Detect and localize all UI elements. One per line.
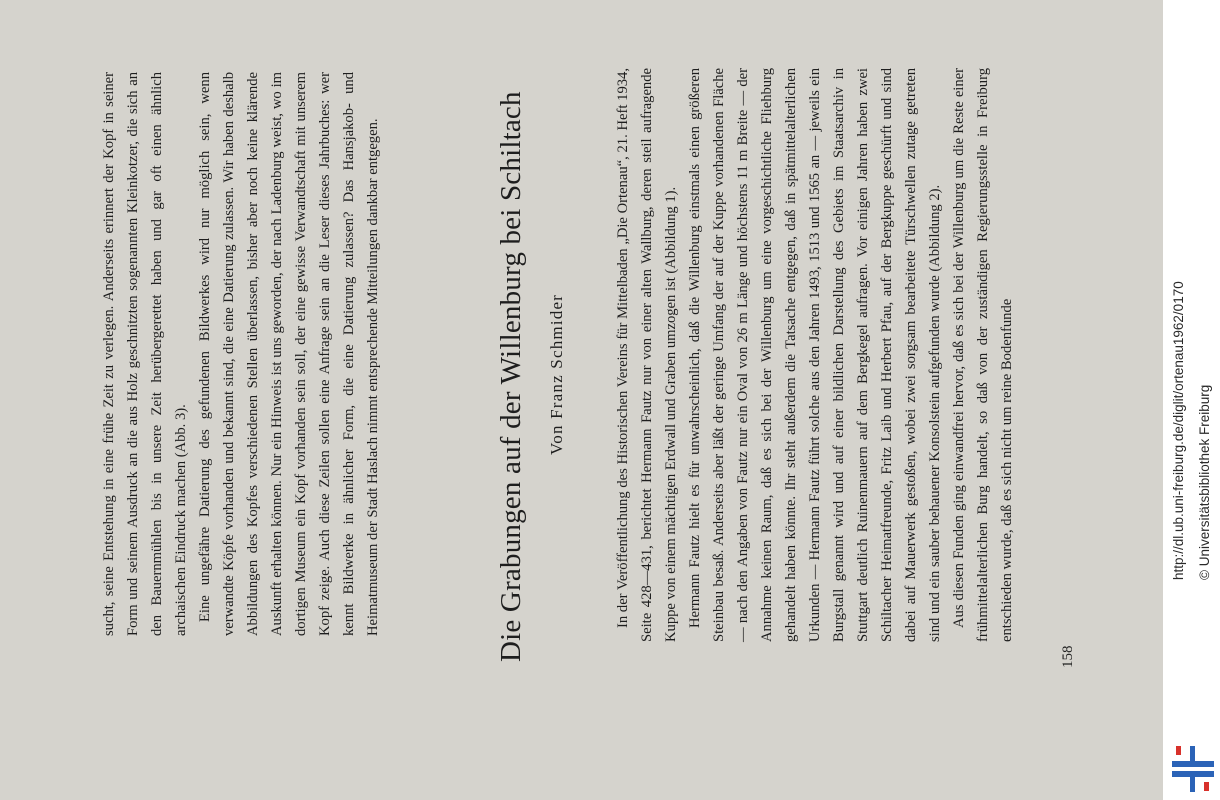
article-title: Die Grabungen auf der Willenburg bei Schiltach [495, 91, 527, 662]
ub-freiburg-logo-icon [1170, 744, 1216, 794]
continued-paragraph-2: Eine ungefähre Datierung des gefundenen Bildwerkes wird nur möglich sein, wenn verwandte Köpfe vorhanden und bekannt sind, die eine Datierung zulassen. Wir haben deshalb Abbildungen des Kopfes verschiedenen Stellen überlassen, bisher aber noch keine klärende Auskunft erhalten können. Nur ein Hinweis ist uns geworden, der nach Ladenburg weist, wo im dortigen Museum ein Kopf vorhanden sein soll, der eine gewisse Verwandtschaft mit unserem Kopf zeige. Auch diese Zeilen sollen eine Anfrage sein an die Leser dieses Jahrbuches: wer kennt Bildwerke in ähnlicher Form, die eine Datierung zulassen? Das Hansjakob- und Heimatmuseum der Stadt Haslach nimmt entsprechende Mitteilungen dankbar entgegen. [197, 72, 381, 636]
body-paragraph-1: In der Veröffentlichung des Historischen Vereins für Mittelbaden „Die Ortenau“, 21. Heft 1934, Seite 428—431, berichtet Hermann Fautz nur von einer alten Wallburg, deren steil aufragende Kuppe von einem mächtigen Erdwall und Graben umzogen ist (Abbildung 1). [615, 68, 679, 642]
article-body-column [611, 68, 1037, 642]
page-number: 158 [1060, 645, 1076, 668]
continued-text-column [97, 72, 415, 636]
body-paragraph-2: Hermann Fautz hielt es für unwahrscheinlich, daß die Willenburg einstmals einen größeren Steinbau besaß. Anderseits aber läßt der geringe Umfang der auf der Kuppe vorhandenen Fläche — nach den Angaben von Fautz nur ein Oval von 26 m Länge und höchstens 11 m Breite — der Annahme keinen Raum, daß es sich bei der Willenburg um eine vorgeschichtliche Fliehburg gehandelt haben könnte. Ihr steht außerdem die Tatsache entgegen, daß in spätmittelalterlichen Urkunden — Hermann Fautz führt solche aus den Jahren 1493, 1513 und 1565 an — jeweils ein Burgstall genannt wird und auf einer bildlichen Darstellung des Gebiets im Staatsarchiv in Stuttgart deutlich Ruinenmauern auf dem Bergkegel aufragen. Vor einigen Jahren haben zwei Schiltacher Heimatfreunde, Fritz Laib und Herbert Pfau, auf der Bergkuppe geschürft und sind dabei auf Mauerwerk gestoßen, wobei zwei sorgsam bearbeitete Türschwellen zutage getreten sind und ein sauber behauener Konsolstein aufgefunden wurde (Abbildung 2). [687, 68, 943, 642]
copyright-notice: © Universitätsbibliothek Freiburg [1197, 384, 1212, 580]
continued-paragraph-1: sucht, seine Entstehung in eine frühe Zeit zu verlegen. Anderseits erinnert der Kopf in seiner Form und seinem Ausdruck an die aus Holz geschnitzten sogenannten Kleinkotzer, die sich an den Bauernmühlen bis in unsere Zeit herübergerettet haben und gar oft einen ähnlich archaischen Eindruck machen (Abb. 3). [101, 72, 189, 636]
article-author: Von Franz Schmider [547, 293, 566, 455]
body-paragraph-3: Aus diesen Funden ging einwandfrei hervor, daß es sich bei der Willenburg um die Reste einer frühmittelalterlichen Burg handelt, so daß von der zuständigen Regierungsstelle in Freiburg entschieden wurde, daß es sich nicht um reine Bodenfunde [951, 68, 1015, 642]
source-url[interactable]: http://dl.ub.uni-freiburg.de/diglit/ortenau1962/0170 [1171, 281, 1186, 580]
